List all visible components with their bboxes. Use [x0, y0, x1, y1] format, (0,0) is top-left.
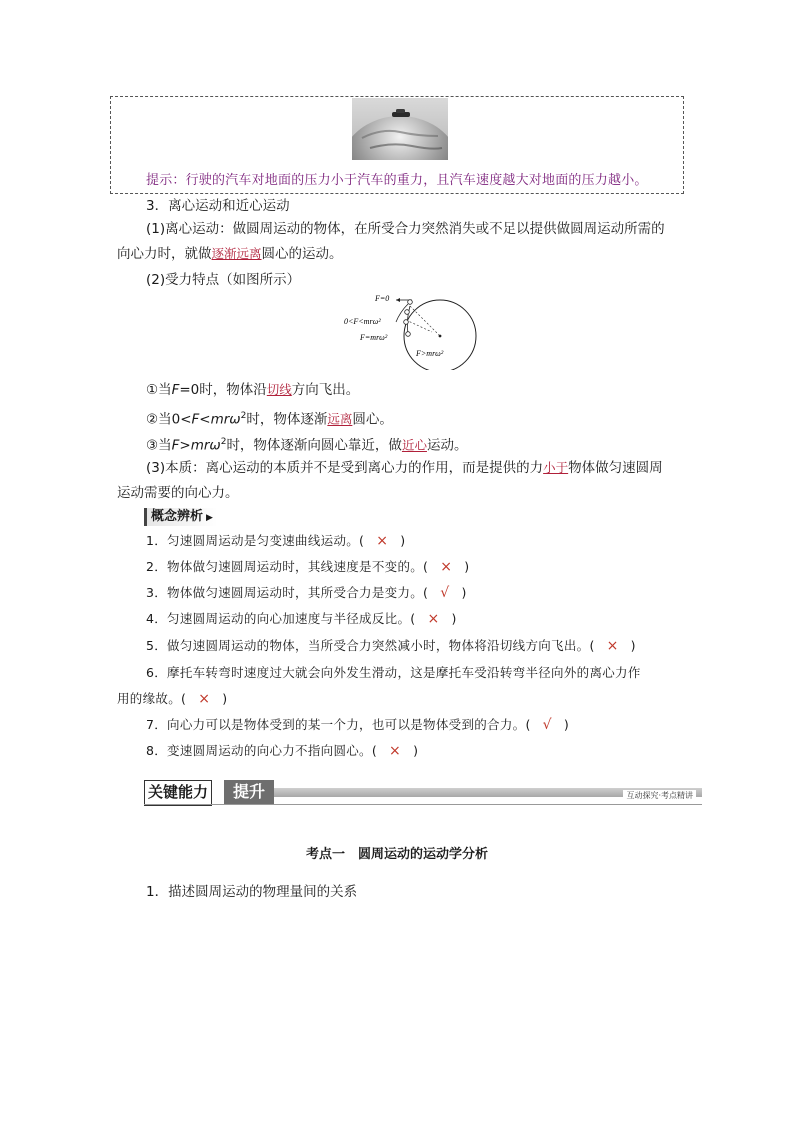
hint-text: 提示：行驶的汽车对地面的压力小于汽车的重力，且汽车速度越大对地面的压力越小。 [146, 173, 648, 188]
wrong-mark: × [440, 559, 453, 575]
para3-line2: 运动需要的向心力。 [117, 485, 239, 501]
answer-underline: 切线 [266, 382, 292, 397]
banner-highlight: 提升 [224, 780, 274, 804]
question-1: 1．匀速圆周运动是匀变速曲线运动。( × ) [146, 533, 406, 549]
heading-centrifugal: 3．离心运动和近心运动 [146, 198, 290, 214]
question-4: 4．匀速圆周运动的向心加速度与半径成反比。( × ) [146, 611, 457, 627]
section-title: 考点一 圆周运动的运动学分析 [305, 847, 488, 862]
question-8: 8．变速圆周运动的向心力不指向圆心。( × ) [146, 743, 419, 759]
label-f-equal: F=mrω² [360, 333, 388, 342]
wrong-mark: × [389, 743, 402, 759]
wrong-mark: × [198, 691, 211, 707]
correct-mark: √ [440, 585, 450, 601]
question-2: 2．物体做匀速圆周运动时，其线速度是不变的。( × ) [146, 559, 470, 575]
force-diagram [340, 290, 480, 370]
concept-tag: 概念辨析 ▶ [144, 508, 217, 526]
wrong-mark: × [376, 533, 389, 549]
question-6-line2: 用的缘故。( × ) [117, 691, 228, 707]
item-3: ③当F>mrω$^2$时，物体逐渐向圆心靠近，做近心运动。 [146, 437, 468, 454]
para2: (2)受力特点（如图所示） [146, 272, 301, 288]
label-f-range: 0<F<mrω² [344, 317, 381, 326]
item-2: ②当0<F<mrω$^2$时，物体逐渐远离圆心。 [146, 411, 393, 428]
answer-underline: 远离 [327, 411, 353, 427]
question-3: 3．物体做匀速圆周运动时，其所受合力是变力。( √ ) [146, 585, 467, 601]
question-7: 7．向心力可以是物体受到的某一个力，也可以是物体受到的合力。( √ ) [146, 717, 570, 733]
question-6-line1: 6．摩托车转弯时速度过大就会向外发生滑动，这是摩托车受沿转弯半径向外的离心力作 [146, 665, 641, 680]
para1-line1: (1)离心运动：做圆周运动的物体，在所受合力突然消失或不足以提供做圆周运动所需的 [146, 221, 665, 237]
banner-rule [144, 804, 702, 805]
label-f-greater: F>mrω² [416, 349, 444, 358]
section-banner [144, 780, 702, 804]
banner-subtitle: 互动探究·考点精讲 [623, 790, 696, 801]
answer-underline: 逐渐远离 [211, 246, 262, 261]
wrong-mark: × [427, 611, 440, 627]
item-1: ①当F=0时，物体沿切线方向飞出。 [146, 382, 360, 398]
wrong-mark: × [606, 638, 619, 654]
answer-underline: 近心 [401, 437, 427, 453]
subheading: 1．描述圆周运动的物理量间的关系 [146, 884, 358, 900]
para1-line2: 向心力时，就做逐渐远离圆心的运动。 [117, 246, 343, 262]
correct-mark: √ [542, 717, 552, 733]
banner-title: 关键能力 [144, 780, 212, 806]
answer-underline: 小于 [543, 460, 569, 475]
para3-line1: (3)本质：离心运动的本质并不是受到离心力的作用，而是提供的力小于物体做匀速圆周 [146, 460, 663, 476]
label-f-zero: F=0 [375, 294, 390, 303]
earth-car-image [352, 98, 448, 160]
question-5: 5．做匀速圆周运动的物体，当所受合力突然减小时，物体将沿切线方向飞出。( × ) [146, 638, 636, 654]
